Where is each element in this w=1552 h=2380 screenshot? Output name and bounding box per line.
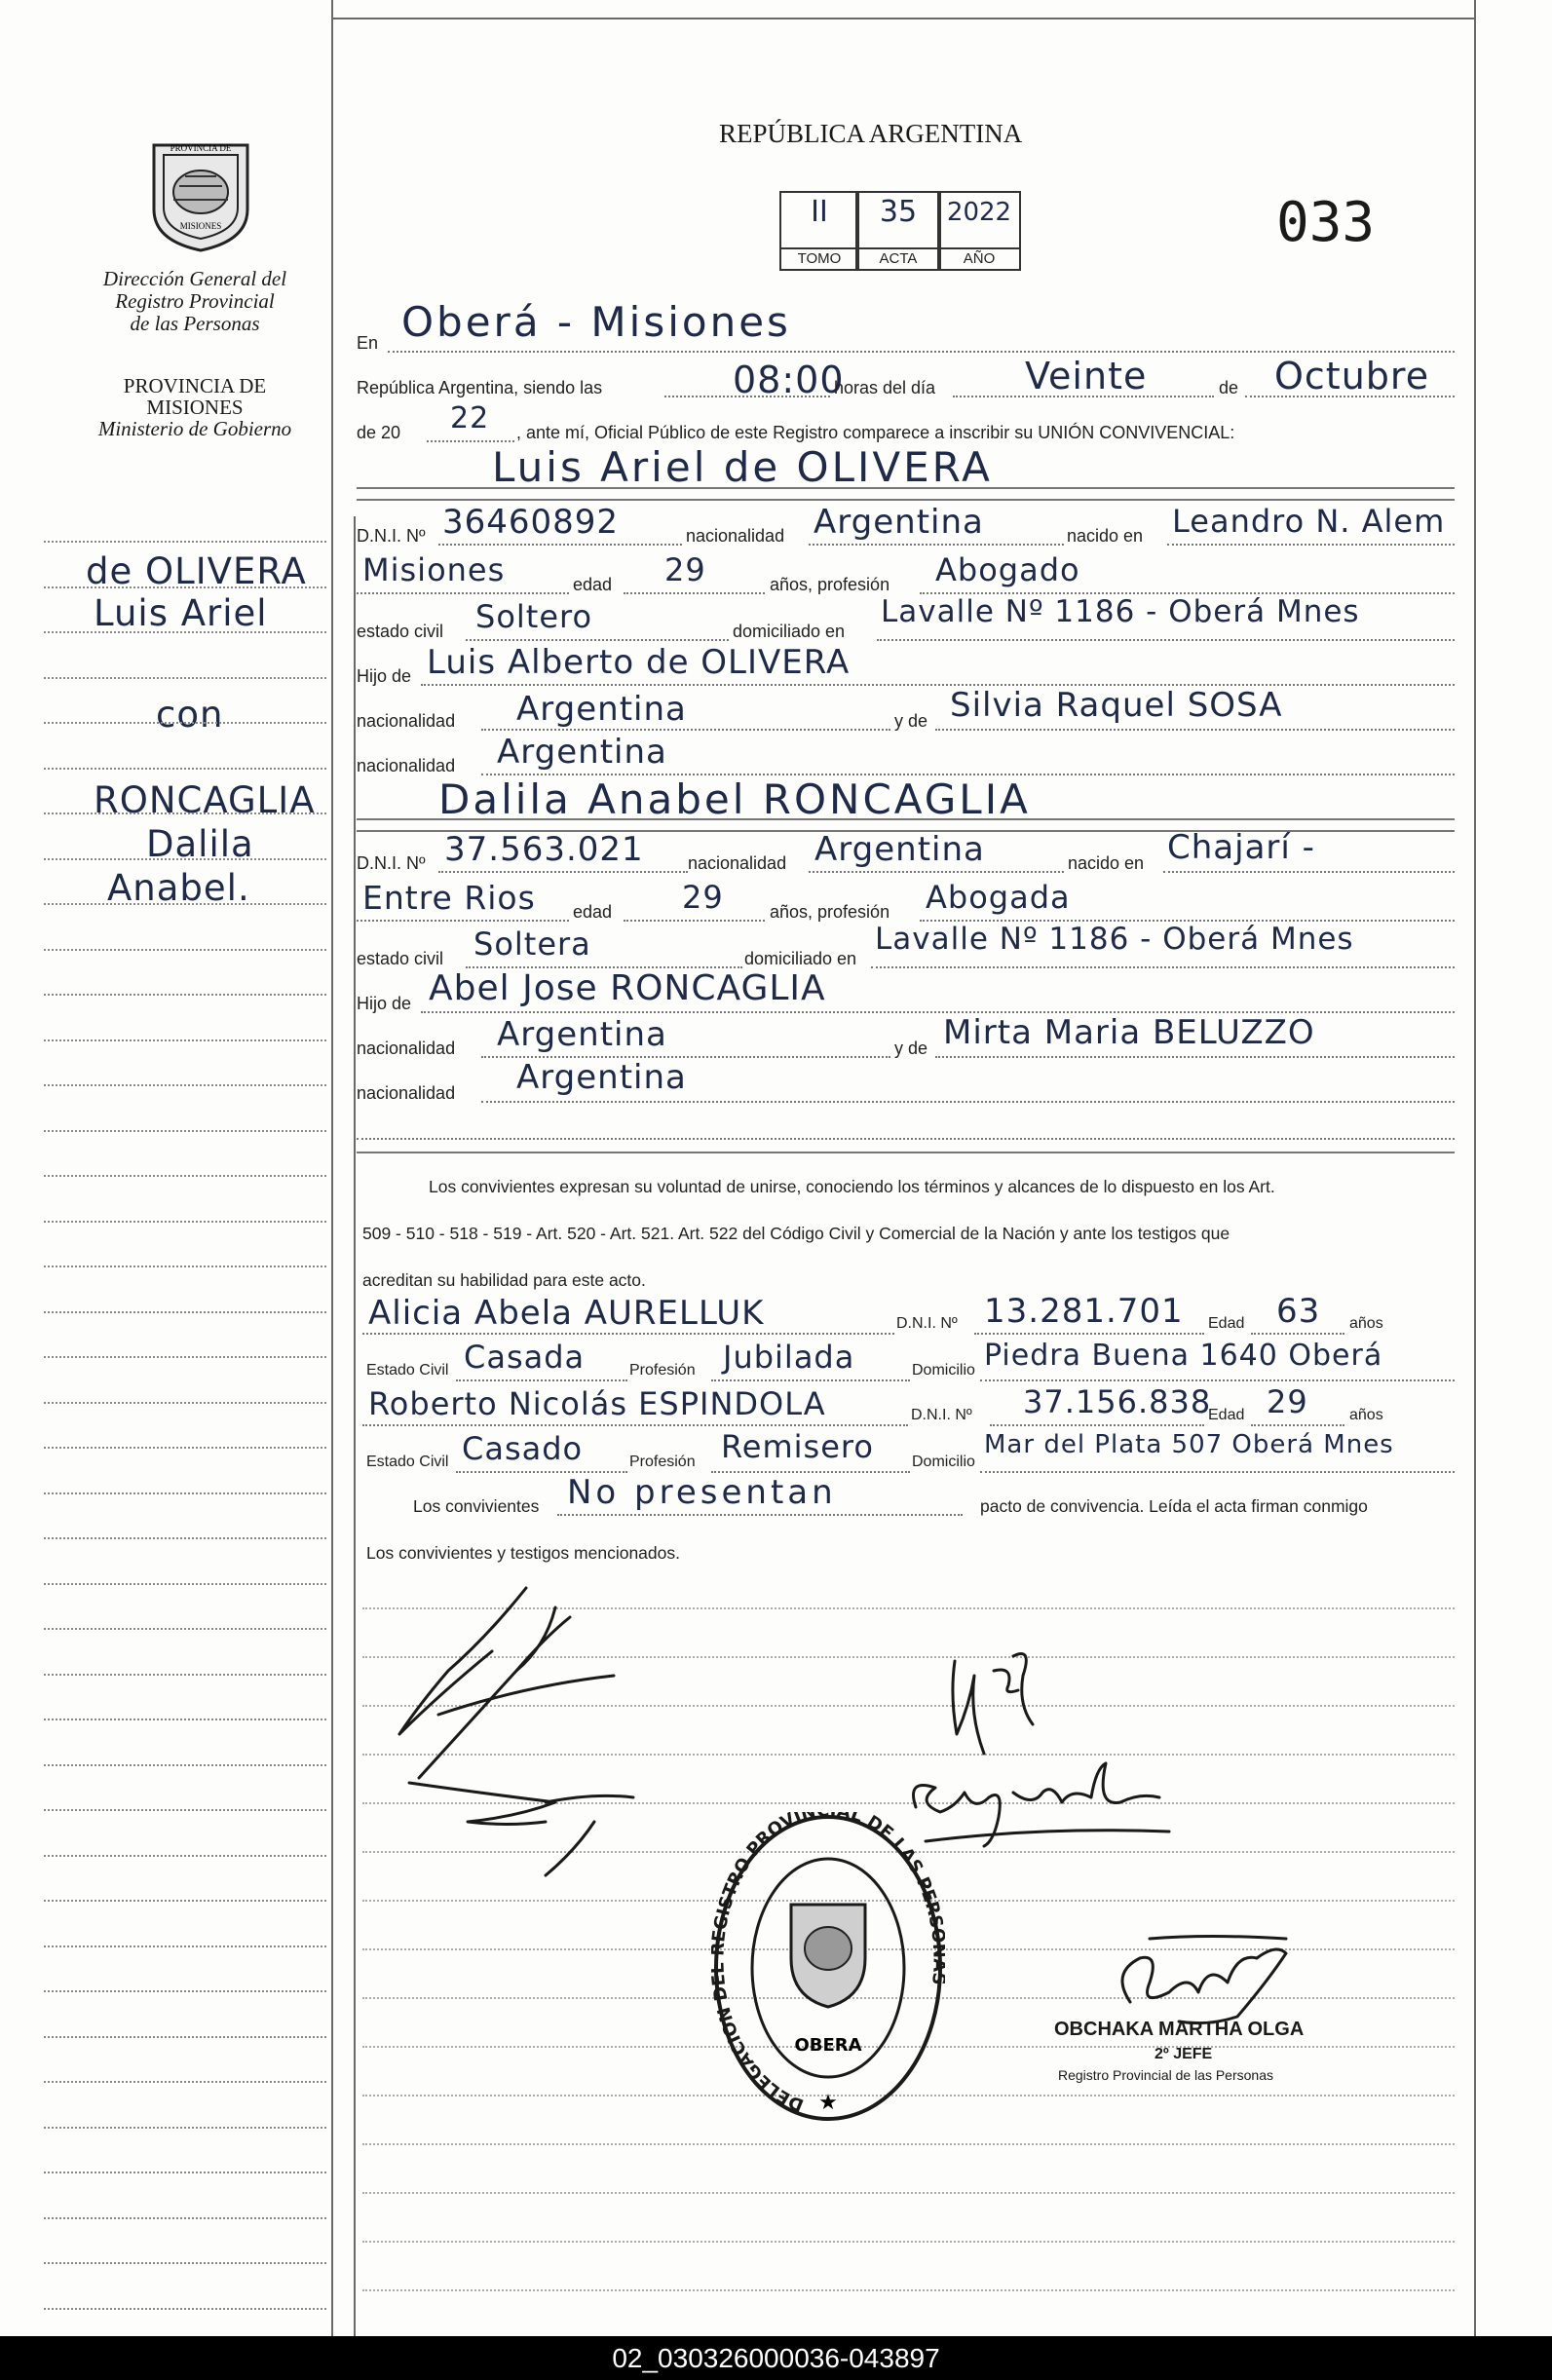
p2-prof-label: años, profesión bbox=[770, 902, 890, 922]
acta-box bbox=[855, 191, 941, 271]
p2-dom-value: Lavalle Nº 1186 - Oberá Mnes bbox=[875, 922, 1354, 957]
w2-civil-label: Estado Civil bbox=[366, 1454, 449, 1470]
margin-rule bbox=[44, 1130, 326, 1132]
p2-dni-value: 37.563.021 bbox=[444, 830, 644, 869]
official-name: OBCHAKA MARTHA OLGA bbox=[1054, 2019, 1305, 2040]
seal-bottom-text: MISIONES bbox=[179, 221, 222, 231]
ministry-line: Ministerio de Gobierno bbox=[97, 417, 292, 440]
w1-dni-value: 13.281.701 bbox=[984, 1292, 1184, 1331]
tomo-box bbox=[779, 191, 859, 271]
p1-yde-label: y de bbox=[894, 711, 928, 731]
body-rule bbox=[362, 2143, 1455, 2145]
acta-value: 35 bbox=[879, 195, 918, 229]
w1-dni-dots bbox=[974, 1333, 1204, 1335]
p1-born-value: Leandro N. Alem bbox=[1172, 503, 1446, 540]
closing-value: No presentan bbox=[567, 1473, 837, 1512]
body-rule bbox=[362, 2241, 1455, 2243]
p2-fnat-value: Argentina bbox=[497, 1015, 667, 1054]
w1-age-dots bbox=[1251, 1333, 1344, 1335]
signature-witness1 bbox=[935, 1637, 1072, 1763]
p1-age-label: edad bbox=[573, 575, 613, 594]
office-line-1: Dirección General del bbox=[102, 267, 287, 290]
signature-person1 bbox=[380, 1578, 624, 1788]
p1-born2-dots bbox=[357, 592, 569, 594]
p2-dom-label: domiciliado en bbox=[744, 949, 857, 968]
top-line bbox=[331, 18, 1476, 19]
place-value: Oberá - Misiones bbox=[401, 298, 791, 346]
p1-civil-dots bbox=[466, 639, 729, 641]
margin-note-6: Anabel. bbox=[107, 867, 250, 909]
margin-rule bbox=[44, 1084, 326, 1086]
w2-anos-label: años bbox=[1349, 1407, 1383, 1423]
p2-civil-value: Soltera bbox=[473, 926, 591, 963]
person1-separator bbox=[357, 499, 1455, 501]
p1-nat-label: nacionalidad bbox=[686, 526, 785, 546]
margin-note-4: RONCAGLIA bbox=[94, 779, 316, 821]
sidebar-province bbox=[58, 375, 331, 439]
p1-nat-value: Argentina bbox=[814, 503, 984, 542]
w2-dom-dots bbox=[980, 1471, 1455, 1473]
p2-dni-dots bbox=[438, 871, 688, 873]
margin-rule bbox=[44, 768, 326, 770]
p1-born-value-2: Misiones bbox=[362, 551, 506, 588]
signature-official bbox=[1091, 1924, 1306, 2031]
margin-rule bbox=[44, 1447, 326, 1449]
margin-rule bbox=[44, 631, 326, 633]
person2-name: Dalila Anabel RONCAGLIA bbox=[438, 775, 1031, 823]
p2-born2-dots bbox=[357, 920, 569, 922]
margin-rule bbox=[44, 2036, 326, 2038]
closing-line-2: Los convivientes y testigos mencionados. bbox=[366, 1543, 680, 1563]
intro-line3-prefix: de 20 bbox=[357, 423, 401, 442]
w2-civil-value: Casado bbox=[462, 1430, 584, 1467]
p1-born-label: nacido en bbox=[1067, 526, 1144, 546]
office-line-3: de las Personas bbox=[130, 312, 260, 335]
p1-dni-dots bbox=[438, 544, 682, 546]
month-value: Octubre bbox=[1274, 355, 1430, 397]
margin-note-5: Dalila bbox=[146, 823, 254, 865]
margin-rule bbox=[44, 2217, 326, 2219]
p1-age-value: 29 bbox=[664, 551, 706, 588]
p1-dom-dots bbox=[877, 639, 1455, 641]
declaration-line-1: Los convivientes expresan su voluntad de unirse, conociendo los términos y alcances de lo dispuesto en los Art. bbox=[429, 1177, 1275, 1196]
w2-dni-dots bbox=[990, 1424, 1204, 1426]
p2-born-value-2: Entre Rios bbox=[362, 879, 536, 917]
w2-age-value: 29 bbox=[1267, 1383, 1308, 1420]
place-dots bbox=[388, 351, 1455, 353]
document-id-footer: 02_030326000036-043897 bbox=[0, 2336, 1552, 2380]
office-stamp bbox=[711, 1812, 945, 2124]
year-suffix-value: 22 bbox=[450, 401, 490, 435]
margin-rule bbox=[44, 1855, 326, 1857]
margin-rule bbox=[44, 1266, 326, 1267]
p1-fnat-label: nacionalidad bbox=[357, 711, 456, 731]
official-office: Registro Provincial de las Personas bbox=[1058, 2067, 1273, 2083]
margin-rule bbox=[44, 1764, 326, 1766]
w2-age-dots bbox=[1251, 1424, 1344, 1426]
intro-line2-de: de bbox=[1219, 378, 1239, 397]
p1-fnat-value: Argentina bbox=[516, 690, 687, 729]
year-dots bbox=[427, 440, 514, 442]
p2-prof-value: Abogada bbox=[926, 879, 1071, 916]
seal-emblem-icon bbox=[146, 132, 255, 253]
margin-note-2: Luis Ariel bbox=[94, 592, 268, 634]
w1-prof-label: Profesión bbox=[629, 1362, 696, 1379]
margin-note-1: de OLIVERA bbox=[86, 550, 307, 592]
stamp-star-icon: ★ bbox=[818, 2091, 838, 2115]
intro-line3-text: , ante mí, Oficial Público de este Registro comparece a inscribir su UNIÓN CONVIVENCIAL: bbox=[516, 423, 1235, 442]
intro-line2-prefix: República Argentina, siendo las bbox=[357, 378, 603, 397]
closing-dots bbox=[557, 1514, 963, 1516]
w2-edad-label: Edad bbox=[1208, 1407, 1245, 1423]
p2-born-value: Chajarí - bbox=[1167, 828, 1315, 867]
p2-born-dots bbox=[1163, 871, 1455, 873]
tomo-value: II bbox=[811, 195, 828, 229]
country-title: REPÚBLICA ARGENTINA bbox=[719, 119, 1023, 148]
w1-prof-value: Jubilada bbox=[723, 1339, 855, 1376]
p2-age-dots bbox=[624, 920, 765, 922]
margin-rule bbox=[44, 1221, 326, 1223]
w1-name-dots bbox=[362, 1333, 894, 1335]
margin-rule bbox=[44, 994, 326, 996]
p2-mother-value: Mirta Maria BELUZZO bbox=[943, 1013, 1315, 1052]
anio-value: 2022 bbox=[946, 198, 1012, 227]
w2-dom-label: Domicilio bbox=[912, 1454, 975, 1470]
p1-age-dots bbox=[624, 592, 765, 594]
p1-dni-value: 36460892 bbox=[442, 503, 620, 542]
w1-prof-dots bbox=[711, 1379, 910, 1381]
w1-dom-value: Piedra Buena 1640 Oberá bbox=[984, 1339, 1383, 1373]
p2-mnat-dots bbox=[481, 1101, 1455, 1103]
time-dots bbox=[664, 396, 830, 397]
w1-age-value: 63 bbox=[1276, 1292, 1321, 1331]
p2-mother-dots bbox=[935, 1056, 1455, 1058]
w2-dni-label: D.N.I. Nº bbox=[911, 1407, 972, 1423]
margin-rule bbox=[44, 1809, 326, 1811]
p1-mnat-label: nacionalidad bbox=[357, 756, 456, 775]
p1-nat-dots bbox=[809, 544, 1064, 546]
office-line-2: Registro Provincial bbox=[115, 289, 275, 313]
p2-civil-label: estado civil bbox=[357, 949, 444, 968]
inner-left-line bbox=[354, 516, 356, 2336]
p2-dom-dots bbox=[871, 966, 1455, 968]
anio-label: AÑO bbox=[939, 247, 1019, 269]
margin-rule bbox=[44, 1175, 326, 1177]
w1-dom-label: Domicilio bbox=[912, 1362, 975, 1379]
sidebar-office bbox=[58, 268, 331, 335]
w2-prof-value: Remisero bbox=[721, 1428, 874, 1465]
w1-civil-value: Casada bbox=[464, 1339, 586, 1376]
margin-rule bbox=[44, 677, 326, 679]
declaration-line-2: 509 - 510 - 518 - 519 - Art. 520 - Art. 521. Art. 522 del Código Civil y Comercial de la Nación y ante los testigos que bbox=[362, 1224, 1230, 1243]
margin-rule bbox=[44, 812, 326, 814]
margin-rule bbox=[44, 903, 326, 905]
margin-rule bbox=[44, 1900, 326, 1902]
p2-father-label: Hijo de bbox=[357, 994, 412, 1013]
stamp-city: OBERA bbox=[794, 2035, 862, 2056]
declaration-line-3: acreditan su habilidad para este acto. bbox=[362, 1270, 646, 1290]
margin-rule bbox=[44, 858, 326, 860]
p1-mother-dots bbox=[935, 729, 1455, 731]
margin-rule bbox=[44, 586, 326, 588]
margin-rule bbox=[44, 1356, 326, 1358]
w1-name: Alicia Abela AURELLUK bbox=[368, 1294, 765, 1333]
p2-extra-dots bbox=[357, 1138, 1455, 1140]
margin-rule bbox=[44, 2172, 326, 2173]
margin-rule bbox=[44, 1674, 326, 1676]
p2-fnat-label: nacionalidad bbox=[357, 1039, 456, 1058]
margin-rule bbox=[44, 722, 326, 724]
record-number: 033 bbox=[1276, 191, 1376, 254]
p1-civil-value: Soltero bbox=[475, 598, 593, 635]
en-label: En bbox=[357, 333, 379, 353]
w1-civil-dots bbox=[456, 1379, 627, 1381]
right-edge-line bbox=[1474, 0, 1476, 2336]
body-rule bbox=[362, 2289, 1455, 2291]
w1-dom-dots bbox=[980, 1379, 1455, 1381]
p1-mother-value: Silvia Raquel SOSA bbox=[950, 686, 1283, 725]
p1-mnat-value: Argentina bbox=[497, 733, 667, 772]
p1-dom-label: domiciliado en bbox=[733, 622, 846, 641]
p2-dni-label: D.N.I. Nº bbox=[357, 853, 426, 873]
closing-prefix: Los convivientes bbox=[413, 1496, 540, 1516]
day-dots bbox=[953, 396, 1214, 397]
p2-mnat-label: nacionalidad bbox=[357, 1083, 456, 1103]
p1-prof-value: Abogado bbox=[935, 551, 1080, 588]
margin-rule bbox=[44, 1492, 326, 1494]
body-rule bbox=[362, 2192, 1455, 2194]
margin-rule bbox=[44, 2127, 326, 2129]
margin-rule bbox=[44, 1583, 326, 1585]
margin-rule bbox=[44, 1402, 326, 1404]
margin-rule bbox=[44, 541, 326, 543]
w2-dom-value: Mar del Plata 507 Oberá Mnes bbox=[984, 1430, 1394, 1459]
p2-yde-label: y de bbox=[894, 1039, 928, 1058]
p2-mnat-value: Argentina bbox=[516, 1058, 687, 1097]
margin-rule bbox=[44, 2262, 326, 2264]
p1-dni-label: D.N.I. Nº bbox=[357, 526, 426, 546]
margin-rule bbox=[44, 1537, 326, 1539]
w2-dni-value: 37.156.838 bbox=[1023, 1383, 1212, 1420]
p1-civil-label: estado civil bbox=[357, 622, 444, 641]
intro-line2-mid: horas del día bbox=[834, 378, 936, 397]
margin-rule bbox=[44, 1039, 326, 1041]
w2-name-dots bbox=[362, 1424, 908, 1426]
margin-rule bbox=[44, 949, 326, 951]
time-value: 08:00 bbox=[733, 359, 845, 401]
person2-name-line bbox=[357, 818, 1455, 820]
person1-name-line bbox=[357, 487, 1455, 489]
anio-box bbox=[937, 191, 1021, 271]
w2-prof-label: Profesión bbox=[629, 1454, 696, 1470]
w1-civil-label: Estado Civil bbox=[366, 1362, 449, 1379]
seal-top-text: PROVINCIA DE bbox=[170, 143, 232, 153]
stamp-emblem-icon bbox=[711, 1812, 945, 2124]
p2-born-label: nacido en bbox=[1068, 853, 1145, 873]
w1-anos-label: años bbox=[1349, 1315, 1383, 1332]
p1-father-dots bbox=[421, 684, 1455, 686]
stamp-ring-path: DELEGACION D GISTRO PROVIN L DE LAS PERS bbox=[711, 1812, 945, 2116]
p2-father-value: Abel Jose RONCAGLIA bbox=[429, 968, 826, 1008]
day-value: Veinte bbox=[1025, 355, 1148, 397]
closing-suffix: pacto de convivencia. Leída el acta firman conmigo bbox=[980, 1496, 1368, 1516]
margin-note-3: con bbox=[156, 694, 224, 736]
margin-rule bbox=[44, 1990, 326, 1992]
margin-rule bbox=[44, 2308, 326, 2310]
section-end-line bbox=[357, 1152, 1455, 1153]
province-seal bbox=[146, 132, 255, 253]
person1-name: Luis Ariel de OLIVERA bbox=[492, 443, 993, 491]
w1-dni-label: D.N.I. Nº bbox=[896, 1315, 958, 1332]
p2-nat-label: nacionalidad bbox=[688, 853, 787, 873]
acta-label: ACTA bbox=[857, 247, 939, 269]
p2-age-label: edad bbox=[573, 902, 613, 922]
p1-father-label: Hijo de bbox=[357, 666, 412, 686]
official-title: 2º JEFE bbox=[1155, 2046, 1213, 2062]
w2-name: Roberto Nicolás ESPINDOLA bbox=[368, 1385, 826, 1422]
p1-father-value: Luis Alberto de OLIVERA bbox=[427, 643, 851, 682]
left-margin-line bbox=[331, 0, 333, 2336]
p1-fnat-dots bbox=[481, 729, 890, 731]
margin-rule bbox=[44, 1719, 326, 1720]
margin-rule bbox=[44, 2081, 326, 2083]
p2-nat-value: Argentina bbox=[814, 830, 985, 869]
margin-rule bbox=[44, 1311, 326, 1313]
signature-person2 bbox=[399, 1763, 662, 1890]
p1-prof-label: años, profesión bbox=[770, 575, 890, 594]
month-dots bbox=[1245, 396, 1455, 397]
w1-edad-label: Edad bbox=[1208, 1315, 1245, 1332]
tomo-label: TOMO bbox=[781, 247, 857, 269]
p1-dom-value: Lavalle Nº 1186 - Oberá Mnes bbox=[881, 594, 1360, 629]
province-line-1: PROVINCIA DE bbox=[123, 374, 267, 397]
province-line-2: MISIONES bbox=[146, 396, 244, 419]
margin-rule bbox=[44, 1946, 326, 1947]
margin-rule bbox=[44, 1628, 326, 1630]
p2-age-value: 29 bbox=[682, 879, 724, 916]
p2-nat-dots bbox=[809, 871, 1064, 873]
p1-born-dots bbox=[1167, 544, 1455, 546]
